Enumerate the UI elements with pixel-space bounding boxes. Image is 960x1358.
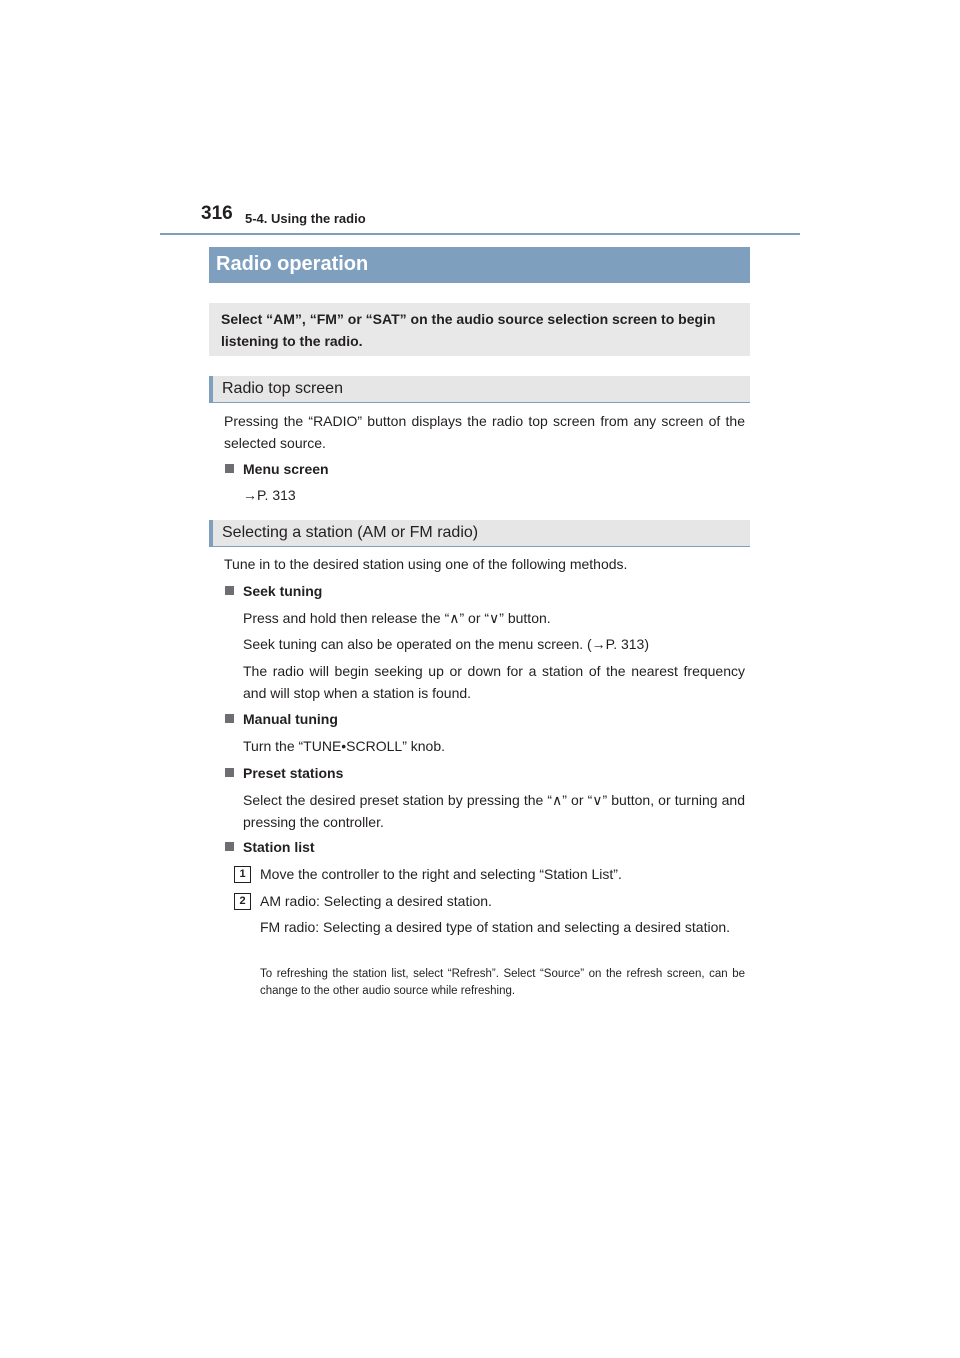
title-bar — [209, 247, 750, 283]
subheading-label: Radio top screen — [222, 380, 343, 397]
bullet-label: Menu screen — [243, 461, 329, 477]
bullet-menu-screen — [225, 458, 329, 480]
seek-text-3: The radio will begin seeking up or down for a station of the nearest frequency and will stop when a station is found. — [243, 663, 745, 701]
subheading-label: Selecting a station (AM or FM radio) — [222, 524, 479, 541]
step-1-text: Move the controller to the right and selecting “Station List”. — [260, 866, 622, 882]
step-2-am-text: AM radio: Selecting a desired station. — [260, 893, 492, 909]
seek-text-1: Press and hold then release the “∧” or “∨” button. — [243, 610, 551, 626]
manual-text: Turn the “TUNE•SCROLL” knob. — [243, 738, 446, 754]
bullet-square-icon — [225, 586, 234, 595]
step-number-1: 1 — [234, 866, 251, 883]
preset-text: Select the desired preset station by pressing the “∧” or “∨” button, or turning and pressing the controller. — [243, 792, 745, 830]
station-list-note: To refreshing the station list, select “Refresh”. Select “Source” on the refresh screen, can be change to the other audio source while refreshing. — [260, 968, 745, 997]
bullet-square-icon — [225, 842, 234, 851]
page-number: 316 — [201, 203, 233, 224]
intro-text: Select “AM”, “FM” or “SAT” on the audio source selection screen to begin listening to the radio. — [221, 311, 716, 349]
bullet-square-icon — [225, 464, 234, 473]
section-title: 5-4. Using the radio — [245, 211, 366, 226]
subheading-radio-top-screen — [209, 376, 750, 403]
bullet-label: Manual tuning — [243, 711, 338, 727]
bullet-label: Seek tuning — [243, 583, 323, 599]
bullet-label: Preset stations — [243, 765, 344, 781]
step-2-fm-text: FM radio: Selecting a desired type of station and selecting a desired station. — [260, 919, 731, 935]
seek-text-2: Seek tuning can also be operated on the menu screen. (→P. 313) — [243, 636, 650, 652]
top-screen-text: Pressing the “RADIO” button displays the radio top screen from any screen of the selected source. — [224, 413, 745, 451]
selecting-intro-text: Tune in to the desired station using one of the following methods. — [224, 556, 628, 572]
bullet-seek-tuning — [225, 580, 322, 602]
bullet-square-icon — [225, 768, 234, 777]
intro-box — [209, 303, 750, 356]
bullet-preset-stations — [225, 762, 343, 784]
bullet-manual-tuning — [225, 708, 338, 730]
bullet-label: Station list — [243, 839, 315, 855]
page-title: Radio operation — [216, 253, 369, 275]
bullet-station-list — [225, 836, 315, 858]
subheading-selecting-station — [209, 520, 750, 547]
step-number-2: 2 — [234, 893, 251, 910]
page-reference-link[interactable]: →P. 313 — [243, 487, 296, 503]
bullet-square-icon — [225, 714, 234, 723]
page-header — [160, 203, 800, 235]
